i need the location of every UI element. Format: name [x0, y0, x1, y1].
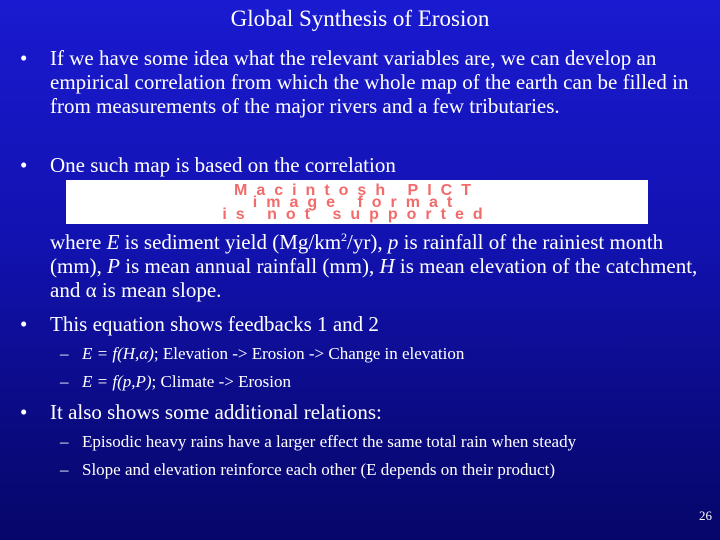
bullet-dot: • — [20, 400, 28, 424]
dash-marker: – — [60, 432, 69, 451]
definition-text: is rainfall of the rainiest month (mm), — [50, 230, 664, 278]
bullet-empirical-correlation — [20, 46, 700, 118]
bullet-dot: • — [20, 46, 28, 70]
dash-marker: – — [60, 460, 69, 479]
dash-marker: – — [60, 372, 69, 391]
feedback-text: ; Climate -> Erosion — [151, 372, 291, 391]
bullet-text: One such map is based on the correlation — [50, 153, 396, 177]
page-number: 26 — [699, 508, 712, 523]
superscript: 2 — [341, 230, 348, 244]
definition-text: is sediment yield (Mg/km — [119, 230, 342, 254]
bullet-text: It also shows some additional relations: — [50, 400, 382, 424]
feedback-formula: E = f(H,α) — [82, 344, 154, 363]
variable-E: E — [106, 230, 120, 254]
variable-P: P — [107, 254, 120, 278]
pict-line: image format — [252, 194, 462, 211]
relation-text: Slope and elevation reinforce each other (E depends on their product) — [82, 460, 555, 479]
variable-alpha: α — [85, 278, 97, 302]
bullet-dot: • — [20, 153, 28, 177]
bullet-dot: • — [20, 312, 28, 336]
bullet-feedbacks — [20, 312, 700, 336]
slide-title: Global Synthesis of Erosion — [230, 6, 490, 31]
variable-definitions — [50, 230, 700, 302]
pict-line: is not supported — [222, 206, 492, 223]
definition-text: is mean slope. — [96, 278, 222, 302]
definition-text: /yr), — [347, 230, 388, 254]
bullet-text: If we have some idea what the relevant variables are, we can develop an empirical correlation from which the whole map of the earth can be filled in from measurements of the major rivers and a few tributaries. — [50, 46, 689, 118]
feedback-text: ; Elevation -> Erosion -> Change in elevation — [153, 344, 465, 363]
relation-item — [60, 431, 702, 453]
feedback-item — [60, 371, 702, 393]
feedback-formula: E = f(p,P) — [82, 372, 152, 391]
definition-text: is mean annual rainfall (mm), — [119, 254, 380, 278]
relation-item — [60, 459, 702, 481]
bullet-additional-relations — [20, 400, 700, 424]
unsupported-pict-image — [66, 180, 648, 224]
variable-p: p — [387, 230, 399, 254]
variable-H: H — [379, 254, 395, 278]
dash-marker: – — [60, 344, 69, 363]
relation-text: Episodic heavy rains have a larger effect the same total rain when steady — [82, 432, 577, 451]
feedback-item — [60, 343, 702, 365]
bullet-text: This equation shows feedbacks 1 and 2 — [50, 312, 379, 336]
bullet-correlation-map — [20, 153, 700, 177]
definition-text: is mean elevation of the catchment, and — [50, 254, 698, 302]
definition-text: where — [50, 230, 107, 254]
pict-line: Macintosh PICT — [233, 182, 480, 199]
